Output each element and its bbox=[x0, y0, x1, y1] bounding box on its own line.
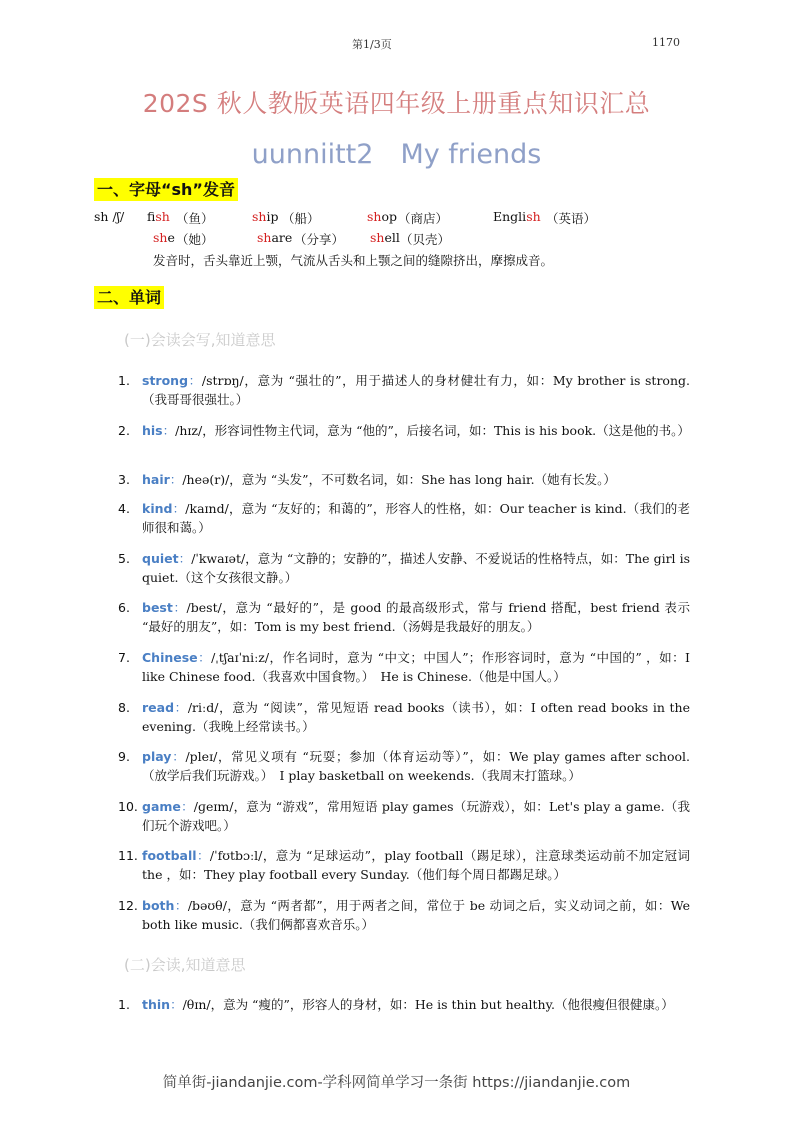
section-heading-words: 二、单词 bbox=[94, 286, 164, 309]
list-item: 4. kind：/kaɪnd/，意为 “友好的；和蔼的”，形容人的性格，如：Our teacher is kind.（我们的老师很和蔼。） bbox=[118, 501, 690, 535]
list-item: 5. quiet：/ˈkwaɪət/，意为 “文静的；安静的”，描述人安静、不爱说话的性格特点，如：The girl is quiet.（这个女孩很文静。） bbox=[118, 551, 690, 585]
list-item: 9. play：/pleɪ/，常见义项有 “玩耍；参加（体育运动等）”，如：We play games after school.（放学后我们玩游戏。） I play basketball on weekends.（我周末打篮球。） bbox=[118, 749, 690, 783]
phonics-gloss: （分享） bbox=[294, 232, 345, 247]
unit-title: uunniitt2 My friends bbox=[251, 139, 542, 170]
page-footer: 简单街-jiandanjie.com-学科网简单学习一条街 https://jiandanjie.com bbox=[162, 1075, 631, 1091]
phonics-word: shell bbox=[370, 230, 400, 245]
phonics-word: shop bbox=[367, 209, 397, 224]
list-item: 8. read：/riːd/，意为 “阅读”，常见短语 read books（读书），如：I often read books in the evening.（我晚上经常读书。） bbox=[118, 700, 690, 734]
list-item: 1. thin：/θɪn/，意为 “瘦的”，形容人的身材，如：He is thin but healthy.（他很瘦但很健康。） bbox=[118, 997, 674, 1012]
pronunciation-rule: 发音时，舌头靠近上颚，气流从舌头和上颚之间的缝隙挤出，摩擦成音。 bbox=[153, 253, 554, 268]
list-item: 11. football：/ˈfʊtbɔːl/，意为 “足球运动”，play football（踢足球），注意球类运动前不加定冠词 the ，如：They play football every Sunday.（他们每个周日都踢足球。） bbox=[118, 848, 690, 882]
subsection-heading-write: (一)会读会写,知道意思 bbox=[124, 331, 276, 349]
phonics-word: English bbox=[493, 209, 541, 224]
phonics-word: ship bbox=[252, 209, 279, 224]
phonics-gloss: （英语） bbox=[546, 211, 597, 226]
phonics-gloss: （商店） bbox=[398, 211, 449, 226]
phonics-word: she bbox=[153, 230, 175, 245]
phonetic-symbol: sh /ʃ/ bbox=[94, 209, 125, 224]
document-number: 1170 bbox=[652, 36, 680, 49]
phonics-word: fish bbox=[147, 209, 170, 224]
document-title: 202S 秋人教版英语四年级上册重点知识汇总 bbox=[142, 89, 651, 118]
phonics-gloss: （船） bbox=[282, 211, 320, 226]
list-item: 12. both：/bəʊθ/，意为 “两者都”，用于两者之间，常位于 be 动词之后，实义动词之前，如：We both like music.（我们俩都喜欢音乐。） bbox=[118, 898, 690, 932]
phonics-word: share bbox=[257, 230, 293, 245]
page-number-label: 第1/3页 bbox=[352, 38, 392, 51]
list-item: 2. his：/hɪz/，形容词性物主代词，意为 “他的”，后接名词，如：This is his book.（这是他的书。） bbox=[118, 423, 690, 438]
list-item: 1. strong：/strɒŋ/，意为 “强壮的”，用于描述人的身材健壮有力，如：My brother is strong.（我哥哥很强壮。） bbox=[118, 373, 690, 407]
phonics-gloss: （她） bbox=[176, 232, 214, 247]
subsection-heading-read: (二)会读,知道意思 bbox=[124, 956, 246, 974]
list-item: 3. hair：/heə(r)/，意为 “头发”，不可数名词，如：She has long hair.（她有长发。） bbox=[118, 472, 616, 487]
phonics-gloss: （贝壳） bbox=[400, 232, 451, 247]
list-item: 10. game：/ɡeɪm/，意为 “游戏”，常用短语 play games（玩游戏），如：Let's play a game.（我们玩个游戏吧。） bbox=[118, 799, 690, 833]
section-heading-phonics: 一、字母“sh”发音 bbox=[94, 178, 238, 201]
phonics-gloss: （鱼） bbox=[176, 211, 214, 226]
list-item: 7. Chinese：/ˌtʃaɪˈniːz/，作名词时，意为 “中文；中国人”；作形容词时，意为 “中国的” ，如：I like Chinese food.（我喜欢中国食物。） He is Chinese.（他是中国人。） bbox=[118, 650, 690, 684]
list-item: 6. best：/best/，意为 “最好的”，是 good 的最高级形式，常与 friend 搭配，best friend 表示 “最好的朋友”，如：Tom is my best friend.（汤姆是我最好的朋友。） bbox=[118, 600, 690, 634]
